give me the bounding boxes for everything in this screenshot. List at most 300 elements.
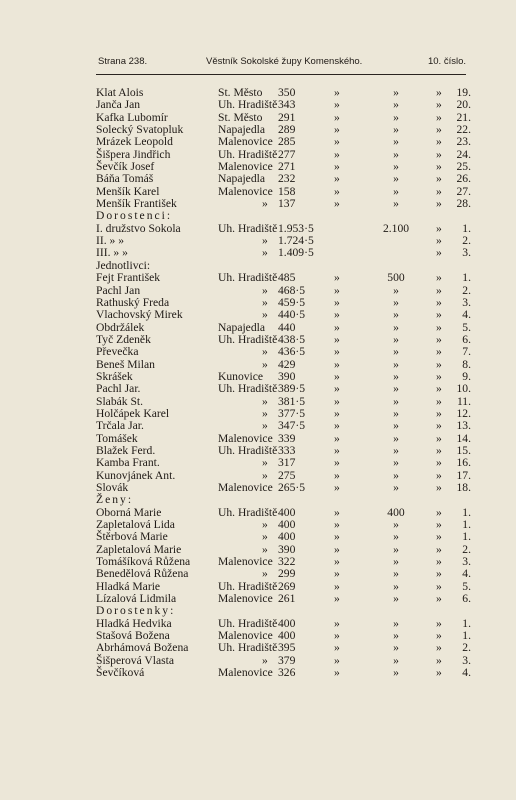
cell-s1: » xyxy=(334,406,340,420)
cell-rank: 23. xyxy=(456,135,471,149)
cell-s1: » xyxy=(334,332,340,346)
cell-rank: 3. xyxy=(462,246,471,260)
cell-s2: » xyxy=(436,197,442,211)
cell-place: » xyxy=(262,468,268,482)
cell-name: Kunovjánek Ant. xyxy=(96,468,176,482)
cell-rank: 6. xyxy=(462,332,471,346)
cell-rank: 1. xyxy=(462,221,471,235)
cell-rank: 1. xyxy=(462,271,471,285)
cell-place: » xyxy=(262,283,268,297)
table-row xyxy=(0,642,516,654)
cell-money: » xyxy=(393,308,399,322)
cell-rank: 20. xyxy=(456,98,471,112)
cell-s1: » xyxy=(334,369,340,383)
cell-rank: 17. xyxy=(456,468,471,482)
cell-money: » xyxy=(393,86,399,99)
cell-s1: » xyxy=(334,271,340,285)
cell-s2: » xyxy=(436,542,442,556)
cell-s2: » xyxy=(436,98,442,112)
cell-place: » xyxy=(262,357,268,371)
cell-place: Napajedla xyxy=(218,123,265,137)
cell-rank: 2. xyxy=(462,542,471,556)
cell-money: » xyxy=(393,555,399,569)
cell-score: 377·5 xyxy=(278,406,306,420)
cell-money: » xyxy=(393,419,399,433)
cell-score: 299 xyxy=(278,567,296,581)
cell-score: 339 xyxy=(278,431,296,445)
cell-name: Rathuský Freda xyxy=(96,295,170,309)
cell-money: » xyxy=(393,135,399,149)
cell-money: » xyxy=(393,295,399,309)
cell-name: III. » » xyxy=(96,246,128,260)
cell-place: Malenovice xyxy=(218,431,273,445)
cell-money: » xyxy=(393,542,399,556)
cell-rank: 2. xyxy=(462,283,471,297)
cell-place: » xyxy=(262,567,268,581)
cell-name: Vlachovský Mirek xyxy=(96,308,183,322)
cell-score: 395 xyxy=(278,641,296,655)
cell-money: » xyxy=(393,172,399,186)
cell-name: Klat Alois xyxy=(96,86,144,99)
cell-place: Uh. Hradiště xyxy=(218,579,278,593)
cell-name: Slabák St. xyxy=(96,394,144,408)
section-heading xyxy=(0,494,516,506)
cell-rank: 1. xyxy=(462,629,471,643)
cell-s2: » xyxy=(436,629,442,643)
cell-name: Báňa Tomáš xyxy=(96,172,154,186)
cell-place: Malenovice xyxy=(218,555,273,569)
table-row xyxy=(0,247,516,259)
cell-s1: » xyxy=(334,382,340,396)
cell-place: » xyxy=(262,246,268,260)
cell-rank: 12. xyxy=(456,406,471,420)
cell-rank: 22. xyxy=(456,123,471,137)
cell-name: Kafka Lubomír xyxy=(96,110,168,124)
cell-name: Tomášíková Růžena xyxy=(96,555,191,569)
cell-name: Menšík František xyxy=(96,197,177,211)
cell-s2: » xyxy=(436,320,442,334)
cell-s1: » xyxy=(334,308,340,322)
cell-name: Dorostenci: xyxy=(96,209,173,223)
table-row xyxy=(0,482,516,494)
cell-rank: 3. xyxy=(462,295,471,309)
table-row xyxy=(0,593,516,605)
cell-place: » xyxy=(262,394,268,408)
cell-place: Uh. Hradiště xyxy=(218,271,278,285)
cell-place: » xyxy=(262,295,268,309)
cell-rank: 26. xyxy=(456,172,471,186)
cell-s1: » xyxy=(334,530,340,544)
cell-name: Menšík Karel xyxy=(96,184,160,198)
cell-s1: » xyxy=(334,567,340,581)
cell-place: Malenovice xyxy=(218,135,273,149)
cell-score: 438·5 xyxy=(278,332,306,346)
cell-score: 436·5 xyxy=(278,345,306,359)
cell-s2: » xyxy=(436,283,442,297)
page-number: Strana 238. xyxy=(98,56,148,67)
cell-money: » xyxy=(393,147,399,161)
cell-score: 400 xyxy=(278,518,296,532)
cell-money: » xyxy=(393,579,399,593)
cell-s1: » xyxy=(334,443,340,457)
cell-s2: » xyxy=(436,160,442,174)
cell-score: 350 xyxy=(278,86,296,99)
cell-score: 468·5 xyxy=(278,283,306,297)
cell-s2: » xyxy=(436,641,442,655)
cell-score: 400 xyxy=(278,616,296,630)
cell-name: Lízalová Lidmila xyxy=(96,592,177,606)
cell-score: 261 xyxy=(278,592,296,606)
cell-s2: » xyxy=(436,332,442,346)
cell-s2: » xyxy=(436,308,442,322)
cell-money: » xyxy=(393,641,399,655)
cell-money: » xyxy=(393,406,399,420)
cell-score: 269 xyxy=(278,579,296,593)
cell-rank: 16. xyxy=(456,456,471,470)
cell-rank: 11. xyxy=(456,394,471,408)
cell-name: Šišperová Vlasta xyxy=(96,653,175,667)
cell-money: » xyxy=(393,629,399,643)
cell-place: Malenovice xyxy=(218,629,273,643)
cell-score: 137 xyxy=(278,197,296,211)
cell-name: Oborná Marie xyxy=(96,505,162,519)
cell-place: » xyxy=(262,653,268,667)
cell-name: II. » » xyxy=(96,234,125,248)
cell-s2: » xyxy=(436,555,442,569)
cell-name: Mrázek Leopold xyxy=(96,135,173,149)
cell-name: Zapletalová Lida xyxy=(96,518,175,532)
cell-place: Malenovice xyxy=(218,666,273,680)
cell-name: Hladká Marie xyxy=(96,579,161,593)
cell-money: » xyxy=(393,666,399,680)
cell-s1: » xyxy=(334,394,340,408)
cell-s1: » xyxy=(334,653,340,667)
cell-s1: » xyxy=(334,160,340,174)
cell-rank: 1. xyxy=(462,518,471,532)
cell-s1: » xyxy=(334,295,340,309)
cell-money: » xyxy=(393,468,399,482)
cell-score: 440 xyxy=(278,320,296,334)
cell-s2: » xyxy=(436,345,442,359)
journal-title: Věstník Sokolské župy Komenského. xyxy=(206,56,363,67)
issue-number: 10. číslo. xyxy=(427,56,466,67)
cell-s1: » xyxy=(334,592,340,606)
cell-name: Ženy: xyxy=(96,493,134,507)
cell-score: 390 xyxy=(278,542,296,556)
cell-score: 285 xyxy=(278,135,296,149)
cell-rank: 14. xyxy=(456,431,471,445)
cell-score: 271 xyxy=(278,160,296,174)
cell-money: » xyxy=(393,431,399,445)
cell-s1: » xyxy=(334,110,340,124)
cell-score: 390 xyxy=(278,369,296,383)
cell-score: 1.409·5 xyxy=(278,246,314,260)
cell-s1: » xyxy=(334,629,340,643)
cell-s2: » xyxy=(436,592,442,606)
cell-place: » xyxy=(262,234,268,248)
cell-s1: » xyxy=(334,666,340,680)
cell-s1: » xyxy=(334,172,340,186)
cell-s1: » xyxy=(334,468,340,482)
cell-rank: 10. xyxy=(456,382,471,396)
cell-s1: » xyxy=(334,135,340,149)
cell-s2: » xyxy=(436,394,442,408)
cell-money: » xyxy=(393,98,399,112)
cell-s2: » xyxy=(436,271,442,285)
cell-name: Dorostenky: xyxy=(96,604,176,618)
cell-s1: » xyxy=(334,542,340,556)
cell-name: Solecký Svatopluk xyxy=(96,123,184,137)
cell-name: Slovák xyxy=(96,481,129,494)
cell-money: » xyxy=(393,197,399,211)
table-row xyxy=(0,346,516,358)
cell-score: 322 xyxy=(278,555,296,569)
cell-place: Uh. Hradiště xyxy=(218,641,278,655)
cell-s1: » xyxy=(334,98,340,112)
cell-place: Uh. Hradiště xyxy=(218,382,278,396)
table-row xyxy=(0,272,516,284)
cell-money: 500 xyxy=(387,271,405,285)
cell-s1: » xyxy=(334,184,340,198)
cell-place: » xyxy=(262,406,268,420)
cell-name: Skrášek xyxy=(96,369,133,383)
cell-rank: 7. xyxy=(462,345,471,359)
cell-s2: » xyxy=(436,234,442,248)
cell-s2: » xyxy=(436,481,442,494)
cell-money: » xyxy=(393,369,399,383)
cell-name: Holčápek Karel xyxy=(96,406,170,420)
cell-s1: » xyxy=(334,419,340,433)
cell-name: Obdržálek xyxy=(96,320,145,334)
cell-s2: » xyxy=(436,147,442,161)
table-row xyxy=(0,173,516,185)
cell-name: Tomášek xyxy=(96,431,138,445)
cell-name: Ševčík Josef xyxy=(96,160,155,174)
cell-s1: » xyxy=(334,431,340,445)
cell-name: Benedělová Růžena xyxy=(96,567,189,581)
cell-rank: 25. xyxy=(456,160,471,174)
cell-name: Beneš Milan xyxy=(96,357,155,371)
cell-s2: » xyxy=(436,295,442,309)
cell-s2: » xyxy=(436,567,442,581)
cell-money: » xyxy=(393,653,399,667)
cell-s1: » xyxy=(334,505,340,519)
cell-s1: » xyxy=(334,197,340,211)
cell-money: 400 xyxy=(387,505,405,519)
cell-rank: 27. xyxy=(456,184,471,198)
cell-s1: » xyxy=(334,123,340,137)
cell-name: Hladká Hedvika xyxy=(96,616,172,630)
cell-name: Ševčíková xyxy=(96,666,145,680)
cell-score: 317 xyxy=(278,456,296,470)
cell-s1: » xyxy=(334,357,340,371)
cell-s2: » xyxy=(436,110,442,124)
header-rule xyxy=(96,74,466,75)
cell-s2: » xyxy=(436,382,442,396)
cell-rank: 28. xyxy=(456,197,471,211)
cell-name: Pachl Jar. xyxy=(96,382,141,396)
cell-name: Janča Jan xyxy=(96,98,141,112)
cell-score: 429 xyxy=(278,357,296,371)
cell-s2: » xyxy=(436,369,442,383)
results-table xyxy=(0,87,516,680)
cell-money: » xyxy=(393,518,399,532)
cell-score: 265·5 xyxy=(278,481,306,494)
cell-place: Uh. Hradiště xyxy=(218,616,278,630)
cell-rank: 15. xyxy=(456,443,471,457)
cell-money: » xyxy=(393,481,399,494)
cell-rank: 6. xyxy=(462,592,471,606)
cell-score: 333 xyxy=(278,443,296,457)
cell-score: 1.724·5 xyxy=(278,234,314,248)
cell-s2: » xyxy=(436,666,442,680)
cell-place: Malenovice xyxy=(218,160,273,174)
cell-score: 381·5 xyxy=(278,394,306,408)
cell-place: Uh. Hradiště xyxy=(218,221,278,235)
cell-score: 459·5 xyxy=(278,295,306,309)
cell-score: 158 xyxy=(278,184,296,198)
cell-money: » xyxy=(393,184,399,198)
cell-score: 485 xyxy=(278,271,296,285)
cell-s1: » xyxy=(334,518,340,532)
cell-name: I. družstvo Sokola xyxy=(96,221,181,235)
cell-name: Zapletalová Marie xyxy=(96,542,182,556)
cell-money: » xyxy=(393,357,399,371)
cell-rank: 1. xyxy=(462,530,471,544)
cell-money: » xyxy=(393,123,399,137)
cell-score: 440·5 xyxy=(278,308,306,322)
cell-place: Uh. Hradiště xyxy=(218,98,278,112)
cell-score: 400 xyxy=(278,530,296,544)
cell-s2: » xyxy=(436,184,442,198)
cell-s2: » xyxy=(436,456,442,470)
cell-rank: 1. xyxy=(462,505,471,519)
table-row xyxy=(0,136,516,148)
table-row xyxy=(0,568,516,580)
page-header xyxy=(98,56,466,74)
cell-s2: » xyxy=(436,357,442,371)
cell-place: Malenovice xyxy=(218,592,273,606)
cell-place: Napajedla xyxy=(218,320,265,334)
cell-place: » xyxy=(262,518,268,532)
cell-place: » xyxy=(262,456,268,470)
section-heading xyxy=(0,605,516,617)
cell-s2: » xyxy=(436,443,442,457)
cell-s2: » xyxy=(436,468,442,482)
cell-s2: » xyxy=(436,431,442,445)
cell-s1: » xyxy=(334,283,340,297)
cell-place: Uh. Hradiště xyxy=(218,443,278,457)
cell-place: Malenovice xyxy=(218,184,273,198)
table-row xyxy=(0,531,516,543)
cell-rank: 18. xyxy=(456,481,471,494)
cell-rank: 4. xyxy=(462,567,471,581)
cell-name: Blažek Ferd. xyxy=(96,443,156,457)
cell-place: Uh. Hradiště xyxy=(218,332,278,346)
cell-score: 347·5 xyxy=(278,419,306,433)
cell-money: » xyxy=(393,616,399,630)
cell-score: 389·5 xyxy=(278,382,306,396)
table-row xyxy=(0,383,516,395)
cell-s2: » xyxy=(436,653,442,667)
cell-rank: 4. xyxy=(462,308,471,322)
cell-s1: » xyxy=(334,616,340,630)
cell-s1: » xyxy=(334,481,340,494)
cell-place: » xyxy=(262,308,268,322)
cell-s1: » xyxy=(334,555,340,569)
cell-s2: » xyxy=(436,406,442,420)
cell-place: » xyxy=(262,345,268,359)
cell-place: Malenovice xyxy=(218,481,273,494)
cell-money: 2.100 xyxy=(382,221,410,235)
cell-s1: » xyxy=(334,641,340,655)
table-row xyxy=(0,285,516,297)
cell-place: Uh. Hradiště xyxy=(218,147,278,161)
cell-s1: » xyxy=(334,579,340,593)
cell-rank: 1. xyxy=(462,616,471,630)
cell-s2: » xyxy=(436,530,442,544)
cell-money: » xyxy=(393,530,399,544)
cell-s2: » xyxy=(436,579,442,593)
table-row xyxy=(0,457,516,469)
cell-rank: 5. xyxy=(462,579,471,593)
cell-score: 379 xyxy=(278,653,296,667)
cell-money: » xyxy=(393,160,399,174)
cell-name: Abrhámová Božena xyxy=(96,641,189,655)
cell-name: Šišpera Jindřich xyxy=(96,147,171,161)
cell-place: » xyxy=(262,197,268,211)
cell-s2: » xyxy=(436,123,442,137)
table-row xyxy=(0,667,516,679)
cell-money: » xyxy=(393,443,399,457)
cell-score: 289 xyxy=(278,123,296,137)
cell-rank: 13. xyxy=(456,419,471,433)
cell-s1: » xyxy=(334,456,340,470)
cell-place: Kunovice xyxy=(218,369,264,383)
cell-money: » xyxy=(393,283,399,297)
table-row xyxy=(0,198,516,210)
cell-money: » xyxy=(393,320,399,334)
section-heading xyxy=(0,210,516,222)
cell-rank: 3. xyxy=(462,555,471,569)
cell-place: Uh. Hradiště xyxy=(218,505,278,519)
cell-name: Převečka xyxy=(96,345,139,359)
cell-rank: 9. xyxy=(462,369,471,383)
cell-s1: » xyxy=(334,320,340,334)
cell-rank: 3. xyxy=(462,653,471,667)
cell-money: » xyxy=(393,567,399,581)
cell-rank: 2. xyxy=(462,641,471,655)
cell-name: Jednotlivci: xyxy=(96,258,151,272)
cell-s2: » xyxy=(436,505,442,519)
cell-name: Fejt František xyxy=(96,271,161,285)
cell-money: » xyxy=(393,382,399,396)
cell-rank: 21. xyxy=(456,110,471,124)
cell-s2: » xyxy=(436,221,442,235)
cell-rank: 5. xyxy=(462,320,471,334)
cell-money: » xyxy=(393,332,399,346)
cell-score: 343 xyxy=(278,98,296,112)
cell-rank: 2. xyxy=(462,234,471,248)
cell-s2: » xyxy=(436,419,442,433)
cell-s2: » xyxy=(436,246,442,260)
cell-score: 232 xyxy=(278,172,296,186)
cell-score: 291 xyxy=(278,110,296,124)
cell-name: Stašová Božena xyxy=(96,629,170,643)
cell-place: » xyxy=(262,419,268,433)
cell-score: 400 xyxy=(278,505,296,519)
cell-rank: 19. xyxy=(456,86,471,99)
